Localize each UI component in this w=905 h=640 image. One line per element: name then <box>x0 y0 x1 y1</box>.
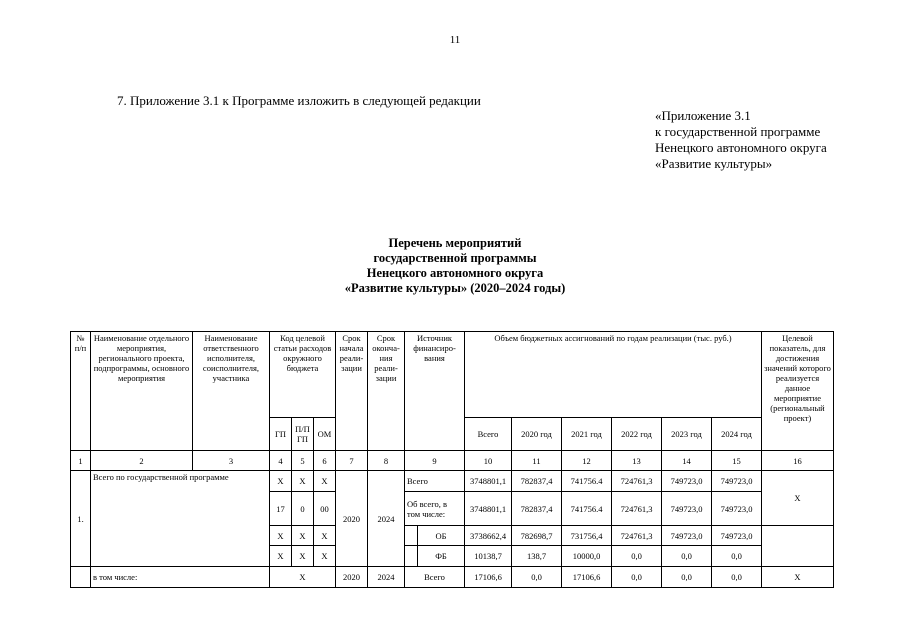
column-number: 14 <box>662 451 712 471</box>
amount-2024: 749723,0 <box>712 471 762 492</box>
amount-2022: 724761,3 <box>612 526 662 546</box>
code-om: 00 <box>314 492 336 526</box>
table-row <box>71 567 834 588</box>
start-year: 2020 <box>336 471 368 567</box>
document-title <box>300 236 610 296</box>
funding-source: ФБ <box>418 546 465 567</box>
row-number <box>71 567 91 588</box>
indicator-empty <box>762 526 834 567</box>
column-number: 6 <box>314 451 336 471</box>
amount-2024: 0,0 <box>712 567 762 588</box>
column-number: 8 <box>368 451 405 471</box>
header-year-2024: 2024 год <box>712 418 762 451</box>
amount-total: 17106,6 <box>465 567 512 588</box>
header-year-2023: 2023 год <box>662 418 712 451</box>
funding-source: Всего <box>405 471 465 492</box>
program-activities-table <box>70 331 834 588</box>
amount-total: 3748801,1 <box>465 492 512 526</box>
code-ppgp: X <box>292 526 314 546</box>
header-budget-code: Код целевой статьи расходов окружного бюджета <box>270 332 336 418</box>
code-ppgp: X <box>292 471 314 492</box>
amount-2020: 782837,4 <box>512 471 562 492</box>
code-gp: X <box>270 526 292 546</box>
column-number: 12 <box>562 451 612 471</box>
header-year-2021: 2021 год <box>562 418 612 451</box>
page-number: 11 <box>449 34 461 46</box>
column-number: 2 <box>91 451 193 471</box>
source-indent <box>405 546 418 567</box>
target-indicator: X <box>762 567 834 588</box>
appendix-line: «Приложение 3.1 <box>655 108 751 123</box>
amount-2024: 749723,0 <box>712 526 762 546</box>
header-start: Срок начала реали-зации <box>336 332 368 451</box>
instruction-text: 7. Приложение 3.1 к Программе изложить в следующей редакции <box>117 93 481 108</box>
amount-2020: 782698,7 <box>512 526 562 546</box>
title-line: «Развитие культуры» (2020–2024 годы) <box>344 281 566 295</box>
funding-source: Об всего, в том числе: <box>405 492 465 526</box>
code-gp: X <box>270 546 292 567</box>
column-number: 4 <box>270 451 292 471</box>
code-om: X <box>314 546 336 567</box>
amount-2020: 782837,4 <box>512 492 562 526</box>
title-line: Перечень мероприятий <box>388 236 522 250</box>
header-source: Источник финансиро-вания <box>405 332 465 451</box>
title-line: государственной программы <box>373 251 537 265</box>
amount-2023: 0,0 <box>662 546 712 567</box>
amount-total: 3748801,1 <box>465 471 512 492</box>
amount-2024: 749723,0 <box>712 492 762 526</box>
appendix-header <box>655 108 827 172</box>
table-row <box>71 471 834 492</box>
amount-2021: 17106,6 <box>562 567 612 588</box>
amount-2023: 0,0 <box>662 567 712 588</box>
amount-2021: 731756,4 <box>562 526 612 546</box>
header-year-2020: 2020 год <box>512 418 562 451</box>
amount-2023: 749723,0 <box>662 492 712 526</box>
row-name: Всего по государственной программе <box>91 471 270 567</box>
code-cell: X <box>270 567 336 588</box>
amount-2021: 741756.4 <box>562 492 612 526</box>
amount-2021: 741756.4 <box>562 471 612 492</box>
header-executor: Наименование ответственного исполнителя, соисполнителя, участника <box>193 332 270 451</box>
header-code-ppgp: П/П ГП <box>292 418 314 451</box>
end-year: 2024 <box>368 471 405 567</box>
column-number: 9 <box>405 451 465 471</box>
appendix-line: к государственной программе <box>655 124 821 139</box>
code-ppgp: X <box>292 546 314 567</box>
amount-2022: 724761,3 <box>612 471 662 492</box>
column-number: 15 <box>712 451 762 471</box>
amount-2023: 749723,0 <box>662 526 712 546</box>
target-indicator: X <box>762 471 834 526</box>
code-ppgp: 0 <box>292 492 314 526</box>
column-number: 16 <box>762 451 834 471</box>
header-code-om: ОМ <box>314 418 336 451</box>
code-gp: X <box>270 471 292 492</box>
header-num: № п/п <box>71 332 91 451</box>
amount-total: 3738662,4 <box>465 526 512 546</box>
amount-2023: 749723,0 <box>662 471 712 492</box>
amount-2024: 0,0 <box>712 546 762 567</box>
column-number-row <box>71 451 834 471</box>
amount-2022: 724761,3 <box>612 492 662 526</box>
column-number: 7 <box>336 451 368 471</box>
header-total: Всего <box>465 418 512 451</box>
amount-total: 10138,7 <box>465 546 512 567</box>
start-year: 2020 <box>336 567 368 588</box>
code-om: X <box>314 471 336 492</box>
code-gp: 17 <box>270 492 292 526</box>
amount-2022: 0,0 <box>612 546 662 567</box>
funding-source: ОБ <box>418 526 465 546</box>
column-number: 3 <box>193 451 270 471</box>
end-year: 2024 <box>368 567 405 588</box>
column-number: 11 <box>512 451 562 471</box>
funding-source: Всего <box>405 567 465 588</box>
column-number: 5 <box>292 451 314 471</box>
appendix-line: «Развитие культуры» <box>655 156 773 171</box>
column-number: 1 <box>71 451 91 471</box>
amount-2020: 138,7 <box>512 546 562 567</box>
code-om: X <box>314 526 336 546</box>
header-end: Срок оконча-ния реали-зации <box>368 332 405 451</box>
source-indent <box>405 526 418 546</box>
column-number: 10 <box>465 451 512 471</box>
appendix-line: Ненецкого автономного округа <box>655 140 827 155</box>
row-name: в том числе: <box>91 567 270 588</box>
header-name: Наименование отдельного мероприятия, регионального проекта, подпрограммы, основного мероприятия <box>91 332 193 451</box>
row-number: 1. <box>71 471 91 567</box>
amount-2022: 0,0 <box>612 567 662 588</box>
amount-2021: 10000,0 <box>562 546 612 567</box>
header-year-2022: 2022 год <box>612 418 662 451</box>
title-line: Ненецкого автономного округа <box>366 266 544 280</box>
amount-2020: 0,0 <box>512 567 562 588</box>
header-volume: Объем бюджетных ассигнований по годам реализации (тыс. руб.) <box>465 332 762 418</box>
column-number: 13 <box>612 451 662 471</box>
header-indicator: Целевой показатель, для достижения значений которого реализуется данное мероприятие (региональный проект) <box>762 332 834 451</box>
header-code-gp: ГП <box>270 418 292 451</box>
